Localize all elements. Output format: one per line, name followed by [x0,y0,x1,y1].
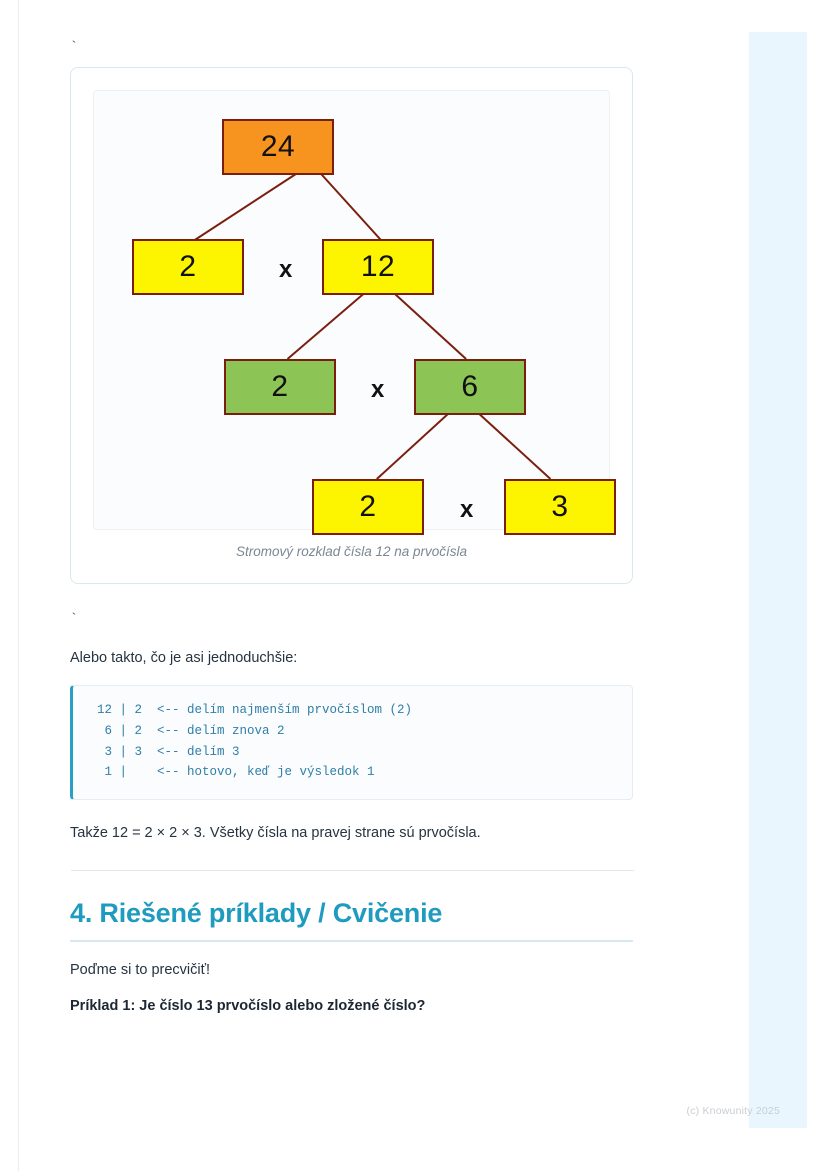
code-line: 12 | 2 <-- delím najmenším prvočíslom (2) [97,703,413,718]
section-heading: 4. Riešené príklady / Cvičenie [70,898,443,929]
tree-node-level3-left: 2 [312,479,424,535]
factor-tree [94,101,609,541]
tree-node-level2-left: 2 [224,359,336,415]
figure-card [70,67,633,584]
right-side-rail [749,32,807,1128]
tree-node-level1-left: 2 [132,239,244,295]
code-line: 1 | <-- hotovo, keď je výsledok 1 [97,765,375,780]
figure-caption: Stromový rozklad čísla 12 na prvočísla [235,544,468,559]
tree-node-level2-right: 6 [414,359,526,415]
tree-edges [94,101,609,541]
multiplication-operator-2: x [371,376,385,403]
intro-paragraph: Alebo takto, čo je asi jednoduchšie: [70,650,298,666]
code-line: 3 | 3 <-- delím 3 [97,744,240,759]
tree-node-level3-right: 3 [504,479,616,535]
result-paragraph: Takže 12 = 2 × 2 × 3. Všetky čísla na pravej strane sú prvočísla. [70,824,481,841]
section-heading-rule [70,940,633,942]
practice-intro: Poďme si to precvičiť! [70,961,211,978]
code-fence-marker-bottom: ` [70,611,78,626]
code-block [70,685,633,800]
watermark: (c) Knowunity 2025 [686,1105,780,1117]
code-line: 6 | 2 <-- delím znova 2 [97,724,285,739]
tree-node-root: 24 [222,119,334,175]
document-content [70,0,635,1171]
multiplication-operator-1: x [279,256,293,283]
example-1-prompt: Príklad 1: Je číslo 13 prvočíslo alebo zložené číslo? [70,997,426,1014]
multiplication-operator-3: x [460,496,474,523]
section-divider [71,870,634,871]
tree-node-level1-right: 12 [322,239,434,295]
code-fence-marker-top: ` [70,39,78,54]
page-left-margin [0,0,19,1171]
figure-image [93,90,610,530]
